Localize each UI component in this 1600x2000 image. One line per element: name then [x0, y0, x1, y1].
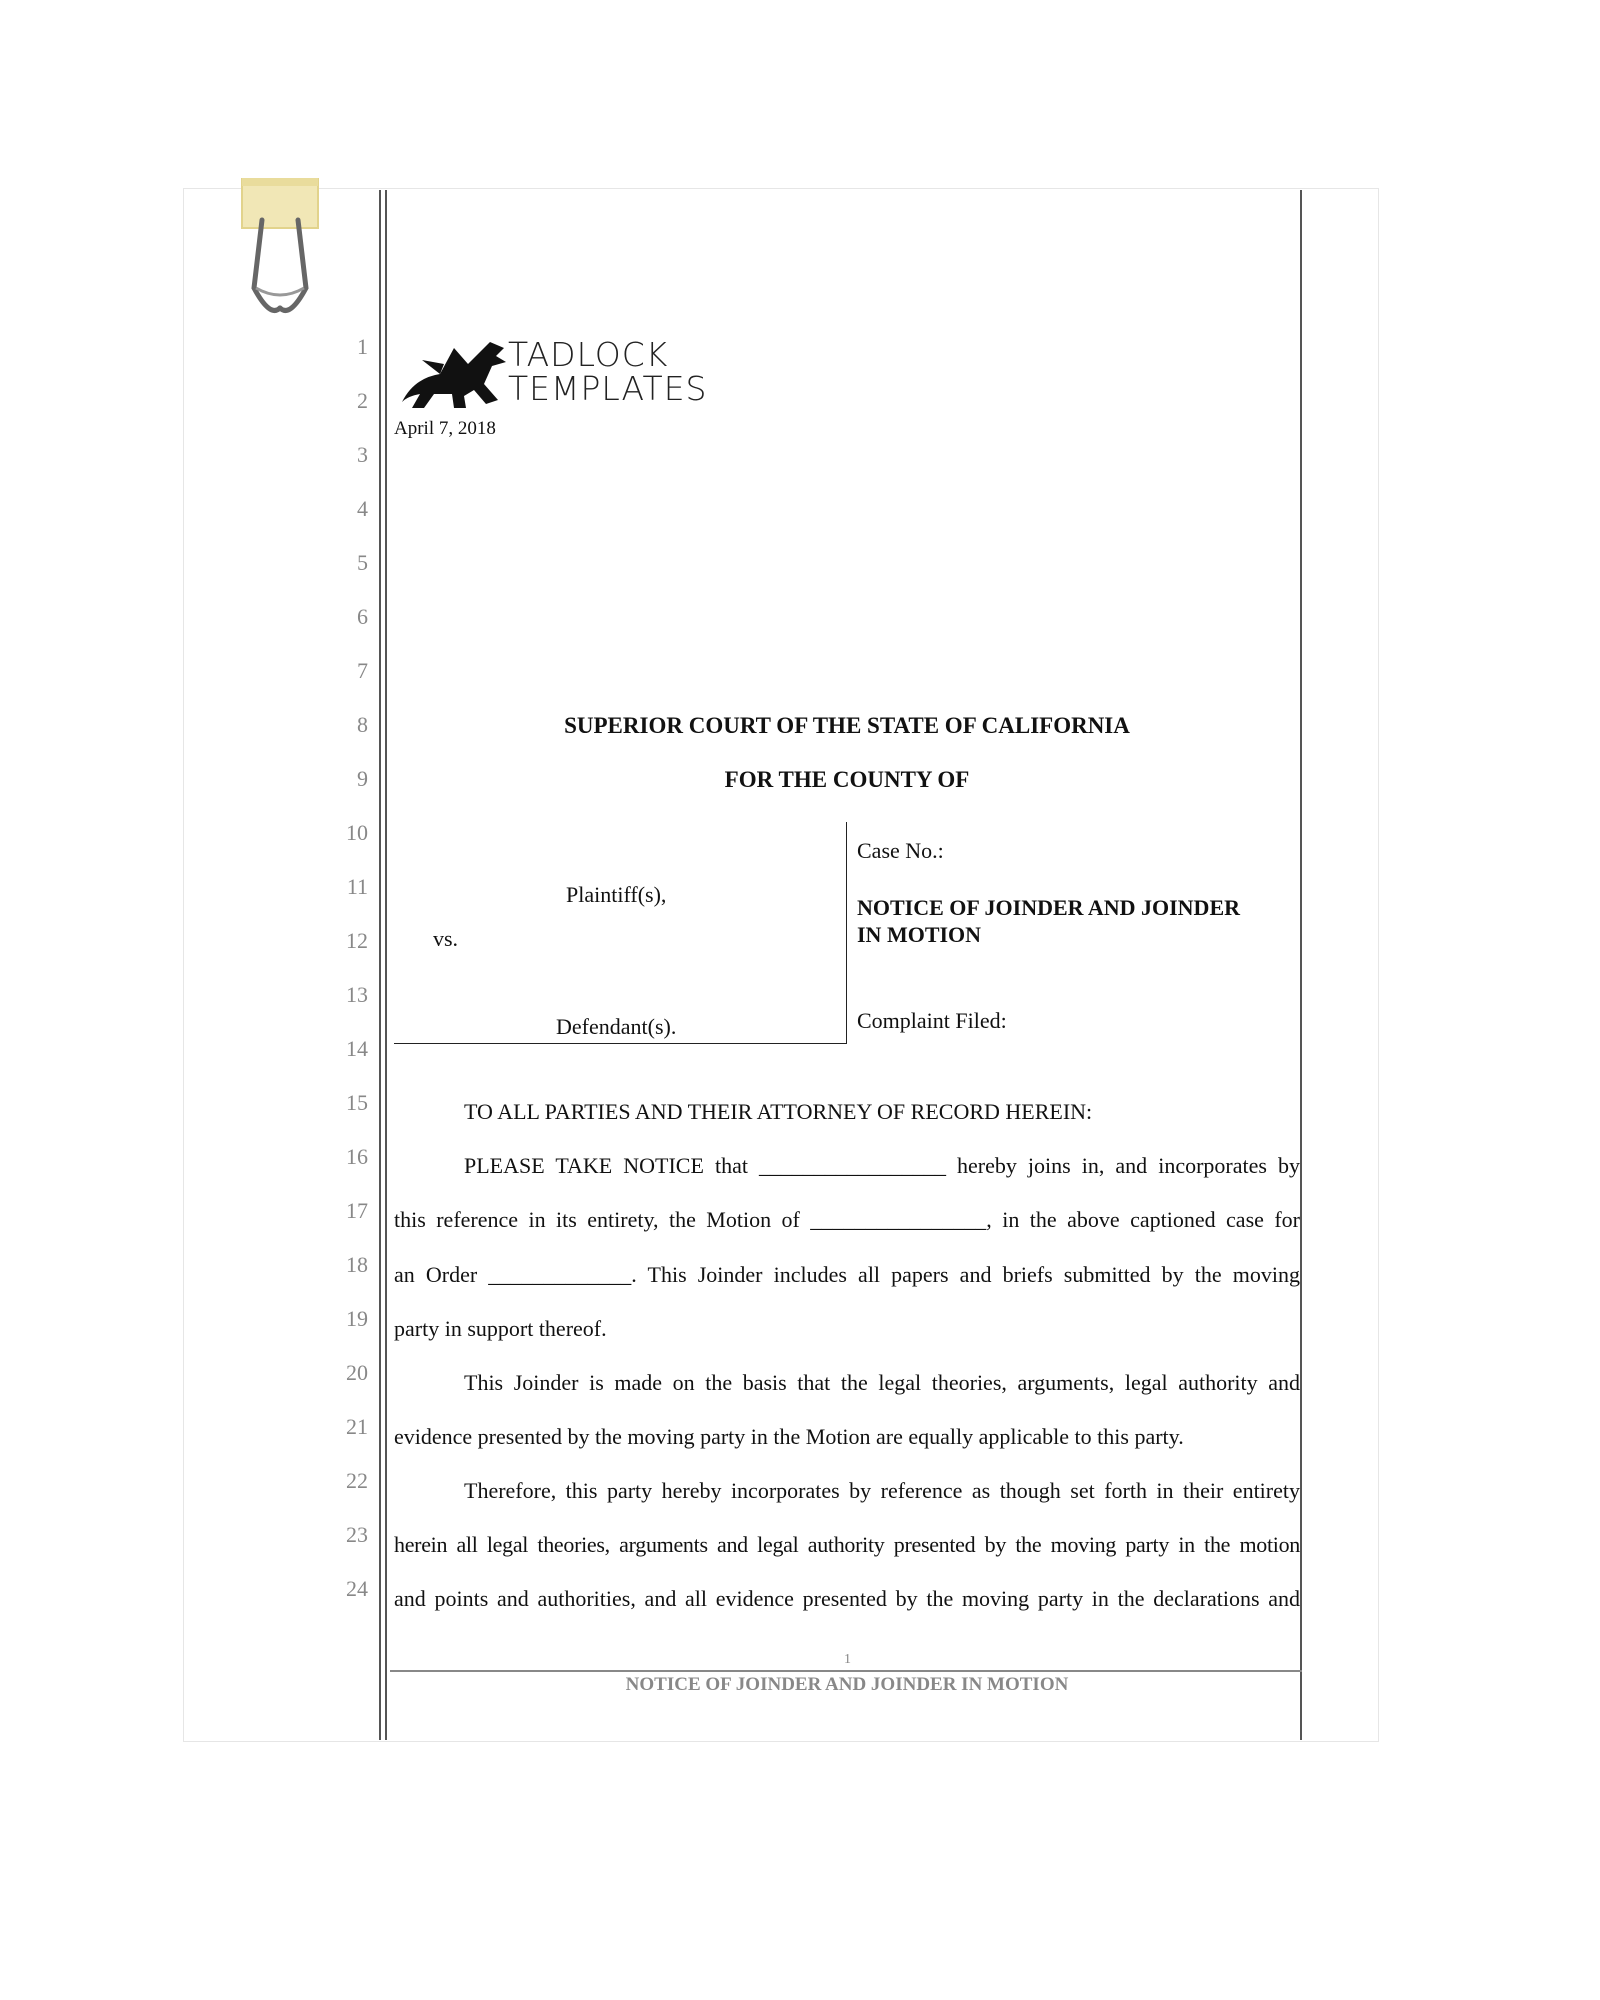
line-number: 23: [346, 1522, 368, 1547]
footer-rule: [390, 1670, 1302, 1672]
line-number: 6: [357, 604, 368, 629]
logo-line-2: TEMPLATES: [508, 369, 708, 408]
line-number: 9: [357, 766, 368, 791]
document-date: April 7, 2018: [394, 418, 496, 439]
body-line: herein all legal theories, arguments and legal authority presented by the moving party in the motion: [394, 1532, 1300, 1557]
body-line: PLEASE TAKE NOTICE that _________________ hereby joins in, and incorporates by: [464, 1153, 1300, 1178]
court-county: FOR THE COUNTY OF: [724, 767, 970, 792]
defendant-label: Defendant(s).: [556, 1014, 677, 1039]
pleading-page: [183, 188, 1379, 1742]
line-number: 18: [346, 1252, 368, 1277]
body-line: TO ALL PARTIES AND THEIR ATTORNEY OF RECORD HEREIN:: [464, 1099, 1093, 1124]
line-number: 14: [346, 1036, 368, 1061]
body-line: Therefore, this party hereby incorporates by reference as though set forth in their entirety: [464, 1478, 1300, 1503]
line-number: 2: [357, 388, 368, 413]
line-number: 7: [357, 658, 368, 683]
document-title-line-2: IN MOTION: [857, 922, 982, 947]
right-margin-rule: [1300, 190, 1302, 1740]
plaintiff-label: Plaintiff(s),: [566, 882, 667, 907]
line-number: 12: [346, 928, 368, 953]
body-line: evidence presented by the moving party in the Motion are equally applicable to this party.: [394, 1424, 1184, 1449]
body-line: this reference in its entirety, the Motion of ________________, in the above captioned case for: [394, 1207, 1300, 1232]
left-margin-rule: [379, 190, 381, 1740]
logo-text: [508, 335, 708, 408]
line-number: 1: [357, 334, 368, 359]
vs-label: vs.: [433, 926, 459, 951]
body-line: party in support thereof.: [394, 1316, 607, 1341]
caption-divider-vertical: [846, 822, 847, 1044]
line-number: 3: [357, 442, 368, 467]
line-number: 21: [346, 1414, 368, 1439]
line-number: 8: [357, 712, 368, 737]
line-number: 10: [346, 820, 368, 845]
line-number: 11: [346, 874, 368, 899]
line-number: 20: [346, 1360, 368, 1385]
case-number-label: Case No.:: [857, 838, 944, 863]
binder-clip-icon: [240, 178, 320, 318]
line-number: 19: [346, 1306, 368, 1331]
caption-divider-horizontal: [394, 1043, 847, 1044]
line-number: 22: [346, 1468, 368, 1493]
document-title-line-1: NOTICE OF JOINDER AND JOINDER: [857, 895, 1241, 920]
line-number: 16: [346, 1144, 368, 1169]
line-number: 4: [357, 496, 368, 521]
body-line: and points and authorities, and all evidence presented by the moving party in the declarations and: [394, 1586, 1300, 1611]
line-number: 24: [346, 1576, 368, 1601]
line-number: 13: [346, 982, 368, 1007]
body-line: This Joinder is made on the basis that the legal theories, arguments, legal authority and: [464, 1370, 1300, 1395]
court-name: SUPERIOR COURT OF THE STATE OF CALIFORNIA: [564, 713, 1130, 738]
line-number: 17: [346, 1198, 368, 1223]
logo-line-1: TADLOCK: [508, 335, 669, 374]
line-number: 15: [346, 1090, 368, 1115]
page-number: 1: [844, 1652, 851, 1667]
left-margin-rule-inner: [385, 190, 387, 1740]
line-number: 5: [357, 550, 368, 575]
body-line: an Order _____________. This Joinder includes all papers and briefs submitted by the moving: [394, 1262, 1300, 1287]
complaint-filed-label: Complaint Filed:: [857, 1008, 1007, 1033]
footer-title: NOTICE OF JOINDER AND JOINDER IN MOTION: [625, 1674, 1069, 1695]
